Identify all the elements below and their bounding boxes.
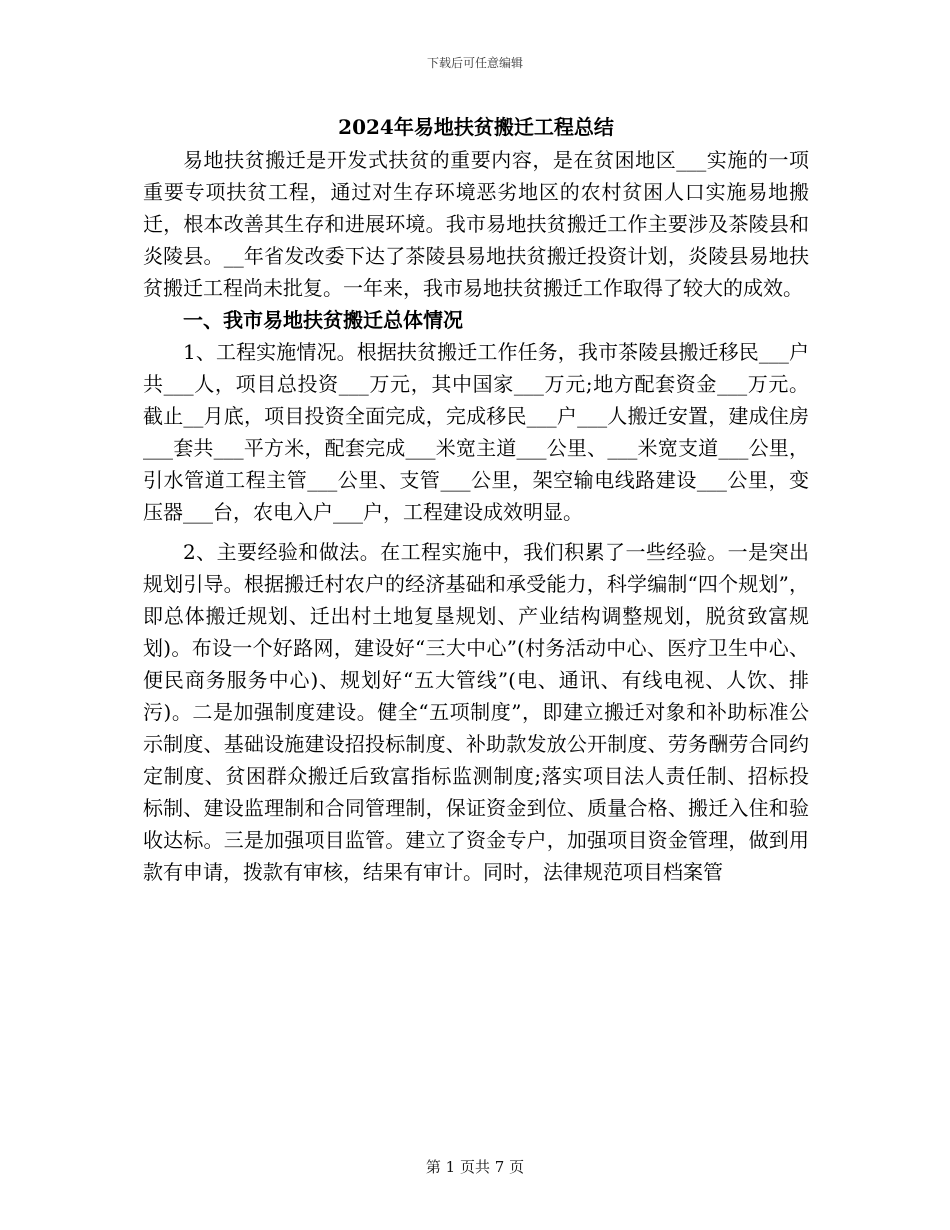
header-note: 下载后可任意编辑 (426, 56, 523, 70)
experience-paragraph: 2、主要经验和做法。在工程实施中，我们积累了一些经验。一是突出规划引导。根据搬迁村农户的经济基础和承受能力，科学编制“四个规划”，即总体搬迁规划、迁出村土地复垦规划、产业结构调整规划，脱贫致富规划)。布设一个好路网，建设好“三大中心”(村务活动中心、医疗卫生中心、便民商务服务中心)、规划好“五大管线”(电、通讯、有线电视、人饮、排污)。二是加强制度建设。健全“五项制度”，即建立搬迁对象和补助标准公示制度、基础设施建设招投标制度、补助款发放公开制度、劳务酬劳合同约定制度、贫困群众搬迁后致富指标监测制度;落实项目法人责任制、招标投标制、建设监理制和合同管理制，保证资金到位、质量合格、搬迁入住和验收达标。三是加强项目监管。建立了资金专户，加强项目资金管理，做到用款有申请，拨款有审核，结果有审计。同时，法律规范项目档案管 (143, 540, 809, 884)
section-heading: 一、我市易地扶贫搬迁总体情况 (183, 308, 463, 332)
document-title: 2024年易地扶贫搬迁工程总结 (338, 115, 614, 139)
page-footer: 第 1 页共 7 页 (425, 1158, 525, 1176)
document-body (143, 112, 809, 888)
intro-paragraph: 易地扶贫搬迁是开发式扶贫的重要内容，是在贫困地区___实施的一项重要专项扶贫工程，通过对生存环境恶劣地区的农村贫困人口实施易地搬迁，根本改善其生存和进展环境。我市易地扶贫搬迁工作主要涉及茶陵县和炎陵县。__年省发改委下达了茶陵县易地扶贫搬迁投资计划，炎陵县易地扶贫搬迁工程尚未批复。一年来，我市易地扶贫搬迁工作取得了较大的成效。 (143, 148, 809, 300)
implementation-paragraph: 1、工程实施情况。根据扶贫搬迁工作任务，我市茶陵县搬迁移民___户共___人，项目总投资___万元，其中国家___万元;地方配套资金___万元。截止__月底，项目投资全面完成，完成移民___户___人搬迁安置，建成住房___套共___平方米，配套完成___米宽主道___公里、___米宽支道___公里，引水管道工程主管___公里、支管___公里，架空输电线路建设___公里，变压器___台，农电入户___户，工程建设成效明显。 (143, 340, 809, 524)
paragraph-gap (143, 528, 809, 536)
